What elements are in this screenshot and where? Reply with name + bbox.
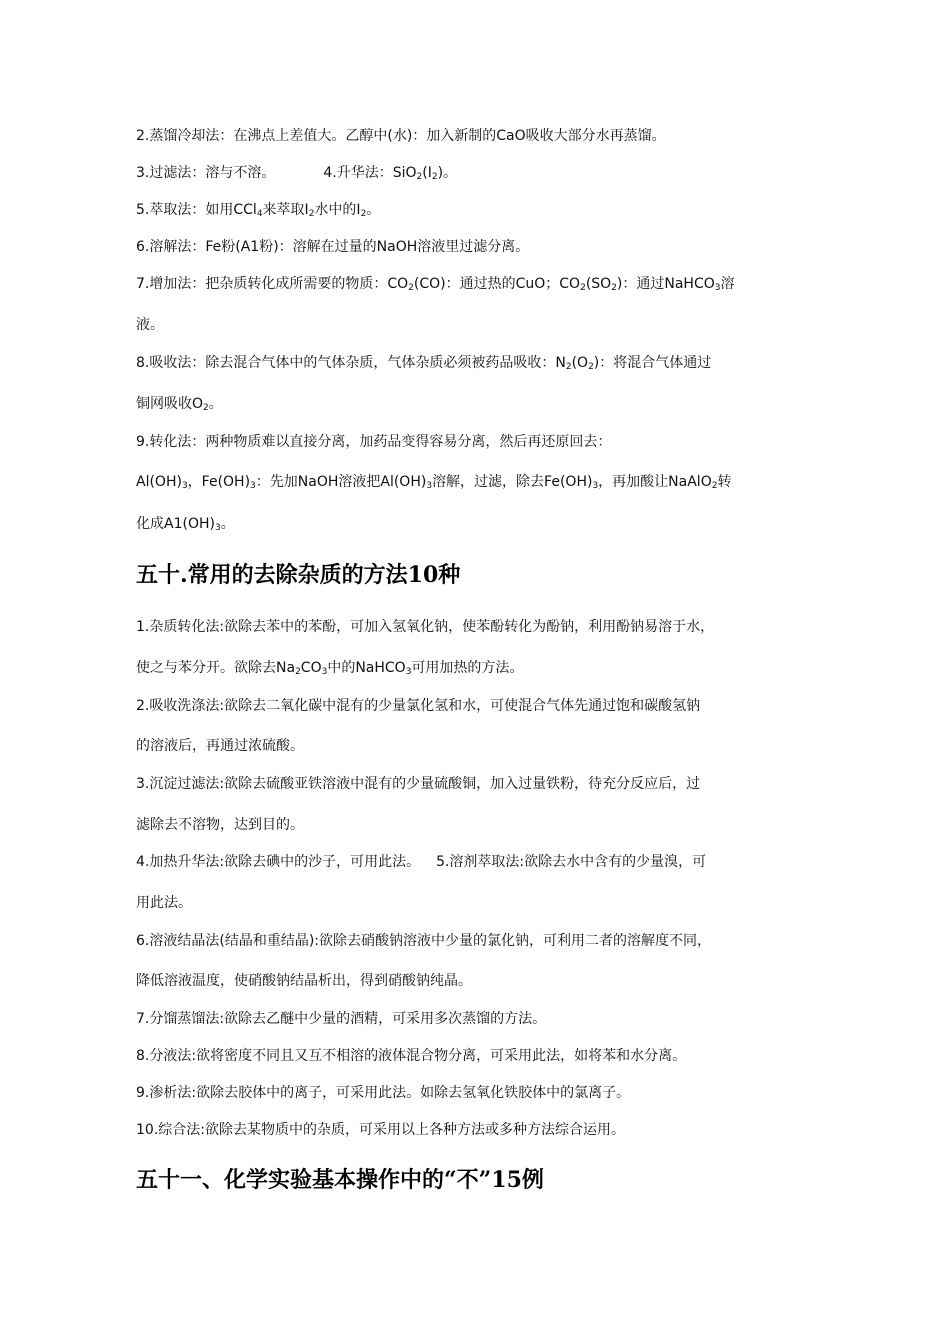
item-3-precipitation: 3.沉淀过滤法:欲除去硫酸亚铁溶液中混有的少量硫酸铜，加入过量铁粉，待充分反应后，过 [136, 776, 701, 792]
method-7-continued: 液。 [136, 317, 164, 333]
item-9-dialysis: 9.渗析法:欲除去胶体中的离子，可采用此法。如除去氢氧化铁胶体中的氯离子。 [136, 1085, 631, 1101]
item-4-5-line [136, 852, 816, 872]
item-8-separation: 8.分液法:欲将密度不同且又互不相溶的液体混合物分离，可采用此法，如将苯和水分离。 [136, 1048, 687, 1064]
item-2-continued: 的溶液后，再通过浓硫酸。 [136, 738, 304, 754]
method-7-addition: 7.增加法：把杂质转化成所需要的物质：$CO_2(CO)$：通过热的CuO；$CO_2(SO_2)$：通过NaHCO$_3$溶 [136, 276, 735, 293]
item-7-distillation: 7.分馏蒸馏法:欲除去乙醚中少量的酒精，可采用多次蒸馏的方法。 [136, 1011, 547, 1027]
method-8-absorption: 8.吸收法：除去混合气体中的气体杂质，气体杂质必须被药品吸收：$N_2(O_2)$：将混合气体通过 [136, 355, 712, 372]
item-1-continued: 使之与苯分开。欲除去$Na_2CO_3$中的NaHCO$_3$可用加热的方法。 [136, 660, 524, 677]
method-3-filtration: 3.过滤法：溶与不溶。 [136, 165, 276, 181]
section-51-heading: 五十一、化学实验基本操作中的“不”15例 [136, 1167, 544, 1193]
item-3-continued: 滤除去不溶物，达到目的。 [136, 817, 304, 833]
method-9-example: $Al(OH)_3$，$Fe(OH)_3$：先加NaOH溶液把$Al(OH)_3$溶解，过滤，除去$Fe(OH)_3$，再加酸让NaAlO$_2$转 [136, 474, 732, 491]
section-50-heading: 五十.常用的去除杂质的方法10种 [136, 562, 461, 588]
method-6-dissolution: 6.溶解法：Fe粉(A1粉)：溶解在过量的NaOH溶液里过滤分离。 [136, 239, 530, 255]
method-2-distillation: 2.蒸馏冷却法：在沸点上差值大。乙醇中(水)：加入新制的CaO吸收大部分水再蒸馏。 [136, 128, 666, 144]
method-9-continued: 化成$A1(OH)_3$。 [136, 516, 235, 533]
method-4-sublimation: 4.升华法：$SiO_2(I_2)$。 [323, 165, 458, 182]
item-6-crystallization: 6.溶液结晶法(结晶和重结晶):欲除去硝酸钠溶液中少量的氯化钠，可利用二者的溶解度不同， [136, 933, 711, 949]
item-10-combined: 10.综合法:欲除去某物质中的杂质，可采用以上各种方法或多种方法综合运用。 [136, 1122, 625, 1138]
item-4-sublimation: 4.加热升华法:欲除去碘中的沙子，可用此法。 [136, 854, 421, 870]
item-5-extraction: 5.溶剂萃取法:欲除去水中含有的少量溴，可 [436, 854, 707, 870]
item-5-continued: 用此法。 [136, 895, 192, 911]
item-6-continued: 降低溶液温度，使硝酸钠结晶析出，得到硝酸钠纯晶。 [136, 973, 472, 989]
method-8-continued: 铜网吸收$O_2$。 [136, 396, 223, 413]
method-9-conversion: 9.转化法：两种物质难以直接分离，加药品变得容易分离，然后再还原回去： [136, 434, 612, 450]
method-3-4-line [136, 163, 816, 183]
item-1-conversion: 1.杂质转化法:欲除去苯中的苯酚，可加入氢氧化钠，使苯酚转化为酚钠，利用酚钠易溶于水， [136, 619, 715, 635]
item-2-washing: 2.吸收洗涤法:欲除去二氧化碳中混有的少量氯化氢和水，可使混合气体先通过饱和碳酸氢钠 [136, 698, 701, 714]
method-5-extraction: 5.萃取法：如用CCl$_4$来萃取$I_2$水中的$I_2$。 [136, 202, 381, 219]
